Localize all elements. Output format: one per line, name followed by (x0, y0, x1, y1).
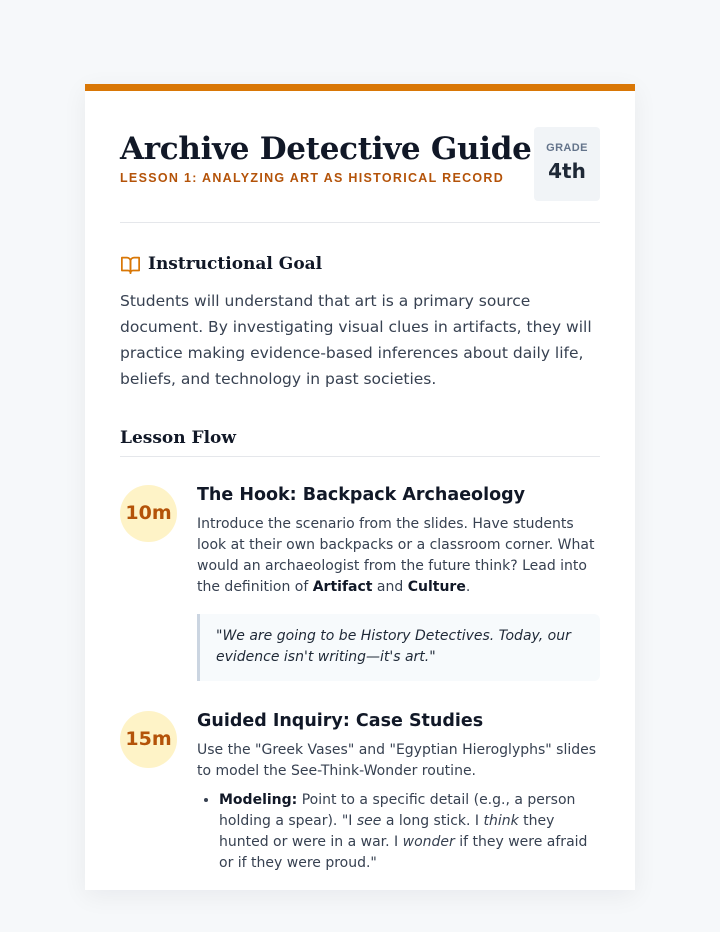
card-header (120, 91, 600, 223)
step-description: Use the "Greek Vases" and "Egyptian Hieroglyphs" slides to model the See-Think-Wonder routine. (197, 742, 597, 779)
step-text-and: and (372, 579, 408, 595)
step-title: The Hook: Backpack Archaeology (197, 485, 526, 505)
bullet-emphasis-see: see (356, 813, 382, 829)
step-text-end: . (465, 579, 471, 595)
grade-value: 4th (548, 159, 586, 183)
step-description (197, 514, 600, 598)
lesson-step (120, 485, 600, 681)
term-culture: Culture (407, 579, 466, 595)
bullet-text: if they were afraid or if they were proud." (219, 834, 588, 871)
book-open-icon (120, 255, 141, 274)
teacher-quote: "We are going to be History Detectives. Today, our evidence isn't writing—it's art." (197, 614, 600, 681)
lesson-step (120, 711, 600, 874)
grade-label: GRADE (546, 142, 588, 154)
goal-title: Instructional Goal (148, 254, 323, 274)
list-item (219, 790, 600, 874)
step-text-before: Introduce the scenario from the slides. Have students look at their own backpacks or a classroom corner. What would an archaeologist from the future think? Lead into the definition of (197, 516, 595, 595)
goal-heading (120, 254, 600, 274)
duration-badge: 15m (120, 711, 177, 768)
bullet-text: they hunted or were in a war. I (219, 813, 555, 850)
step-bullets (197, 790, 600, 874)
term-artifact: Artifact (312, 579, 373, 595)
bullet-emphasis-think: think (483, 813, 519, 829)
lesson-card (85, 84, 635, 890)
lesson-flow-title: Lesson Flow (120, 428, 600, 457)
goal-text: Students will understand that art is a primary source document. By investigating visual clues in artifacts, they will practice making evidence-based inferences about daily life, beliefs, and technology in past societies. (120, 292, 592, 388)
bullet-text: a long stick. I (381, 813, 484, 829)
bullet-emphasis-wonder: wonder (402, 834, 455, 850)
bullet-text: Point to a specific detail (e.g., a person holding a spear). "I (219, 792, 576, 829)
step-title: Guided Inquiry: Case Studies (197, 711, 484, 731)
grade-badge (534, 127, 600, 201)
bullet-label: Modeling: (219, 792, 298, 808)
duration-badge: 10m (120, 485, 177, 542)
page-title: Archive Detective Guide (120, 131, 532, 167)
lesson-subtitle: LESSON 1: ANALYZING ART AS HISTORICAL RECORD (120, 171, 505, 185)
